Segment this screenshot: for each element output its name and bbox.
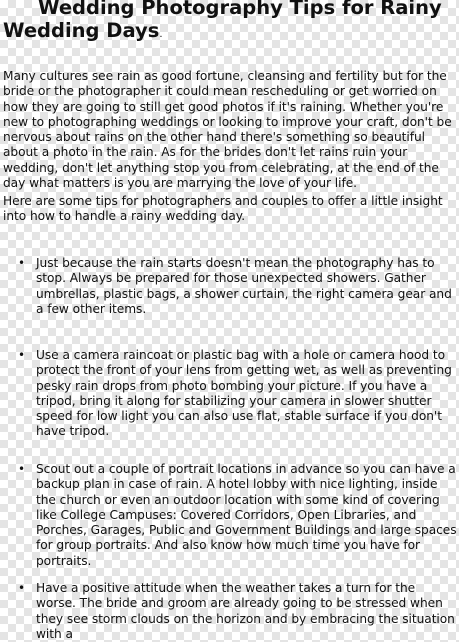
list-item-text: Scout out a couple of portrait locations in advance so you can have a backup plan in case of rain. A hotel lobby with nice lighting, inside the church or even an outdoor location with some kind of covering like College Campuses: Covered Corridors, Open Libraries, and Porches, Garages, Public and Government Buildings and large spaces for group portraits. And also know how much time you have for portraits.	[36, 462, 457, 568]
bullet-icon: •	[18, 348, 26, 362]
title-line-2	[3, 19, 453, 46]
list-item	[18, 256, 458, 317]
title-period: .	[159, 29, 163, 40]
list-item-text: Have a positive attitude when the weather takes a turn for the worse. The bride and groom are already going to be stressed when they see storm clouds on the horizon and by embracing the situation with a	[36, 581, 455, 641]
bullet-icon: •	[18, 256, 26, 270]
list-item	[18, 581, 458, 642]
bullet-icon: •	[18, 581, 26, 595]
list-item-text: Use a camera raincoat or plastic bag with a hole or camera hood to protect the front of your lens from getting wet, as well as preventing pesky rain drops from photo bombing your picture. If you have a tripod, bring it along for stabilizing your camera in slower shutter speed for low light you can also use flat, stable surface if you don't have tripod.	[36, 348, 452, 439]
list-item	[18, 462, 458, 569]
document-title	[3, 0, 453, 46]
list-item	[18, 348, 458, 440]
tips-intro-paragraph: Here are some tips for photographers and couples to offer a little insight into how to handle a rainy wedding day.	[3, 194, 443, 224]
intro-paragraph: Many cultures see rain as good fortune, cleansing and fertility but for the bride or the photographer it could mean rescheduling or get worried on how they are going to still get good photos if it's raining. Whether you're new to photographing weddings or looking to improve your craft, don't be nervous about rains on the other hand there's something so beautiful about a photo in the rain. As for the brides don't let rains ruin your wedding, don't let anything stop you from celebrating, at the end of the day what matters is you are marrying the love of your life.	[3, 69, 452, 191]
list-item-text: Just because the rain starts doesn't mean the photography has to stop. Always be prepared for those unexpected showers. Gather umbrellas, plastic bags, a shower curtain, the right camera gear and a few other items.	[36, 256, 452, 316]
bullet-icon: •	[18, 462, 26, 476]
title-line-2-text: Wedding Days	[3, 19, 160, 42]
title-line-1: Wedding Photography Tips for Rainy	[38, 0, 442, 19]
